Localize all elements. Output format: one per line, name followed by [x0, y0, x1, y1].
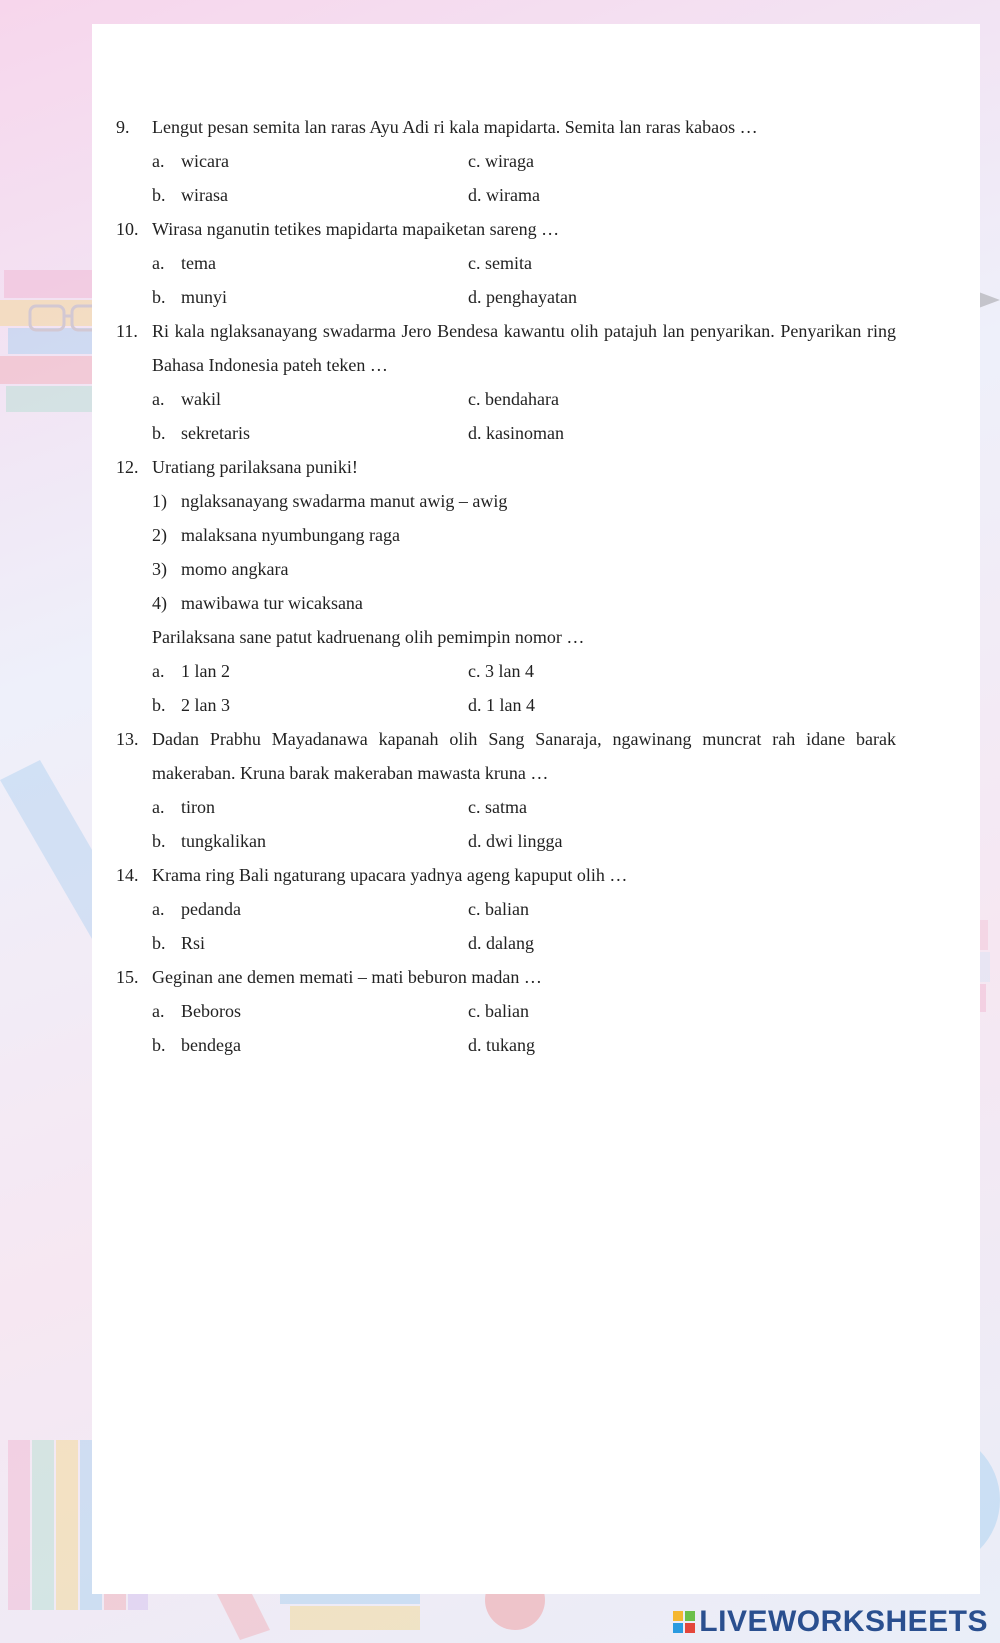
option-text: kasinoman: [486, 423, 564, 443]
option-a[interactable]: [152, 994, 468, 1028]
option-d[interactable]: [468, 1028, 535, 1062]
question-text: Lengut pesan semita lan raras Ayu Adi ri kala mapidarta. Semita lan raras kabaos …: [152, 117, 758, 137]
books-stack-left-illustration: [0, 270, 100, 412]
option-b[interactable]: [152, 824, 468, 858]
option-letter: a.: [152, 389, 165, 409]
option-c[interactable]: [468, 246, 532, 280]
option-c[interactable]: [468, 654, 534, 688]
option-c[interactable]: [468, 790, 527, 824]
option-d[interactable]: [468, 824, 563, 858]
option-row: [116, 688, 896, 722]
option-row: [116, 144, 896, 178]
list-item-number: 3): [152, 559, 167, 579]
question-text: Uratiang parilaksana puniki!: [152, 457, 358, 477]
option-row: [116, 382, 896, 416]
option-row: [116, 416, 896, 450]
option-d[interactable]: [468, 926, 534, 960]
list-item: [116, 484, 896, 518]
option-letter: c.: [468, 797, 481, 817]
option-row: [116, 824, 896, 858]
question-number: 9.: [116, 117, 130, 137]
option-b[interactable]: [152, 416, 468, 450]
liveworksheets-logo[interactable]: [673, 1605, 988, 1639]
option-c[interactable]: [468, 382, 559, 416]
option-a[interactable]: [152, 382, 468, 416]
question-14: [116, 858, 896, 892]
option-text: balian: [485, 1001, 529, 1021]
option-row: [116, 280, 896, 314]
option-b[interactable]: [152, 1028, 468, 1062]
option-c[interactable]: [468, 994, 529, 1028]
option-row: [116, 926, 896, 960]
question-9: [116, 110, 896, 144]
list-item-number: 1): [152, 491, 167, 511]
option-letter: b.: [152, 185, 166, 205]
option-a[interactable]: [152, 654, 468, 688]
option-c[interactable]: [468, 144, 534, 178]
option-b[interactable]: [152, 280, 468, 314]
option-text: dwi lingga: [486, 831, 563, 851]
question-text: Ri kala nglaksanayang swadarma Jero Bendesa kawantu olih patajuh lan penyarikan. Penyarikan ring Bahasa Indonesia pateh teken …: [152, 321, 896, 375]
option-letter: b.: [152, 423, 166, 443]
list-item-text: mawibawa tur wicaksana: [181, 593, 363, 613]
option-text: 2 lan 3: [181, 695, 230, 715]
question-number: 12.: [116, 457, 139, 477]
option-letter: a.: [152, 151, 165, 171]
option-text: wiraga: [485, 151, 534, 171]
question-text: Geginan ane demen memati – mati beburon madan …: [152, 967, 542, 987]
list-item-number: 4): [152, 593, 167, 613]
option-row: [116, 892, 896, 926]
list-item: [116, 586, 896, 620]
question-text: Wirasa nganutin tetikes mapidarta mapaiketan sareng …: [152, 219, 560, 239]
list-item-number: 2): [152, 525, 167, 545]
option-row: [116, 1028, 896, 1062]
option-letter: a.: [152, 899, 165, 919]
option-b[interactable]: [152, 688, 468, 722]
option-text: tiron: [181, 797, 215, 817]
option-text: pedanda: [181, 899, 241, 919]
list-item-text: momo angkara: [181, 559, 289, 579]
option-text: penghayatan: [486, 287, 577, 307]
option-row: [116, 654, 896, 688]
option-letter: a.: [152, 661, 165, 681]
option-letter: c.: [468, 899, 481, 919]
option-text: wirama: [486, 185, 540, 205]
option-letter: c.: [468, 661, 481, 681]
question-prompt: Parilaksana sane patut kadruenang olih pemimpin nomor …: [152, 627, 585, 647]
option-text: wirasa: [181, 185, 228, 205]
option-a[interactable]: [152, 246, 468, 280]
logo-text: LIVEWORKSHEETS: [699, 1605, 988, 1638]
option-text: dalang: [486, 933, 534, 953]
option-c[interactable]: [468, 892, 529, 926]
option-text: semita: [485, 253, 532, 273]
option-text: wicara: [181, 151, 229, 171]
option-text: satma: [485, 797, 527, 817]
list-item-text: nglaksanayang swadarma manut awig – awig: [181, 491, 508, 511]
question-10: [116, 212, 896, 246]
question-13: [116, 722, 896, 790]
option-text: Rsi: [181, 933, 206, 953]
option-text: 3 lan 4: [485, 661, 534, 681]
list-item: [116, 552, 896, 586]
option-text: 1 lan 2: [181, 661, 230, 681]
option-row: [116, 246, 896, 280]
option-text: munyi: [181, 287, 228, 307]
list-item: [116, 518, 896, 552]
option-row: [116, 178, 896, 212]
option-b[interactable]: [152, 178, 468, 212]
option-b[interactable]: [152, 926, 468, 960]
option-letter: d.: [468, 933, 482, 953]
question-number: 11.: [116, 321, 138, 341]
option-letter: c.: [468, 151, 481, 171]
option-letter: c.: [468, 253, 481, 273]
question-15: [116, 960, 896, 994]
option-letter: b.: [152, 831, 166, 851]
option-letter: d.: [468, 287, 482, 307]
question-11: [116, 314, 896, 382]
option-letter: b.: [152, 695, 166, 715]
option-letter: d.: [468, 831, 482, 851]
question-number: 14.: [116, 865, 139, 885]
option-a[interactable]: [152, 892, 468, 926]
option-text: sekretaris: [181, 423, 250, 443]
option-letter: a.: [152, 797, 165, 817]
option-letter: d.: [468, 695, 482, 715]
option-d[interactable]: [468, 178, 540, 212]
worksheet-content: [116, 110, 896, 1062]
option-text: Beboros: [181, 1001, 241, 1021]
question-number: 10.: [116, 219, 139, 239]
option-letter: b.: [152, 933, 166, 953]
option-letter: b.: [152, 287, 166, 307]
question-12: [116, 450, 896, 484]
option-text: bendahara: [485, 389, 559, 409]
option-text: wakil: [181, 389, 221, 409]
option-letter: a.: [152, 253, 165, 273]
option-letter: c.: [468, 1001, 481, 1021]
option-letter: b.: [152, 1035, 166, 1055]
option-d[interactable]: [468, 688, 535, 722]
option-letter: d.: [468, 185, 482, 205]
list-item-text: malaksana nyumbungang raga: [181, 525, 400, 545]
option-d[interactable]: [468, 416, 564, 450]
question-number: 13.: [116, 729, 139, 749]
option-text: tema: [181, 253, 216, 273]
option-row: [116, 994, 896, 1028]
option-letter: d.: [468, 423, 482, 443]
option-a[interactable]: [152, 790, 468, 824]
option-letter: c.: [468, 389, 481, 409]
question-text: Dadan Prabhu Mayadanawa kapanah olih Sang Sanaraja, ngawinang muncrat rah idane barak makeraban. Kruna barak makeraban mawasta kruna …: [152, 729, 896, 783]
question-number: 15.: [116, 967, 139, 987]
option-text: balian: [485, 899, 529, 919]
option-a[interactable]: [152, 144, 468, 178]
option-letter: a.: [152, 1001, 165, 1021]
option-text: tukang: [486, 1035, 535, 1055]
option-d[interactable]: [468, 280, 577, 314]
option-text: bendega: [181, 1035, 241, 1055]
option-letter: d.: [468, 1035, 482, 1055]
option-text: tungkalikan: [181, 831, 266, 851]
question-text: Krama ring Bali ngaturang upacara yadnya ageng kapuput olih …: [152, 865, 628, 885]
liveworksheets-logo-icon: [673, 1611, 695, 1633]
option-text: 1 lan 4: [486, 695, 535, 715]
option-row: [116, 790, 896, 824]
